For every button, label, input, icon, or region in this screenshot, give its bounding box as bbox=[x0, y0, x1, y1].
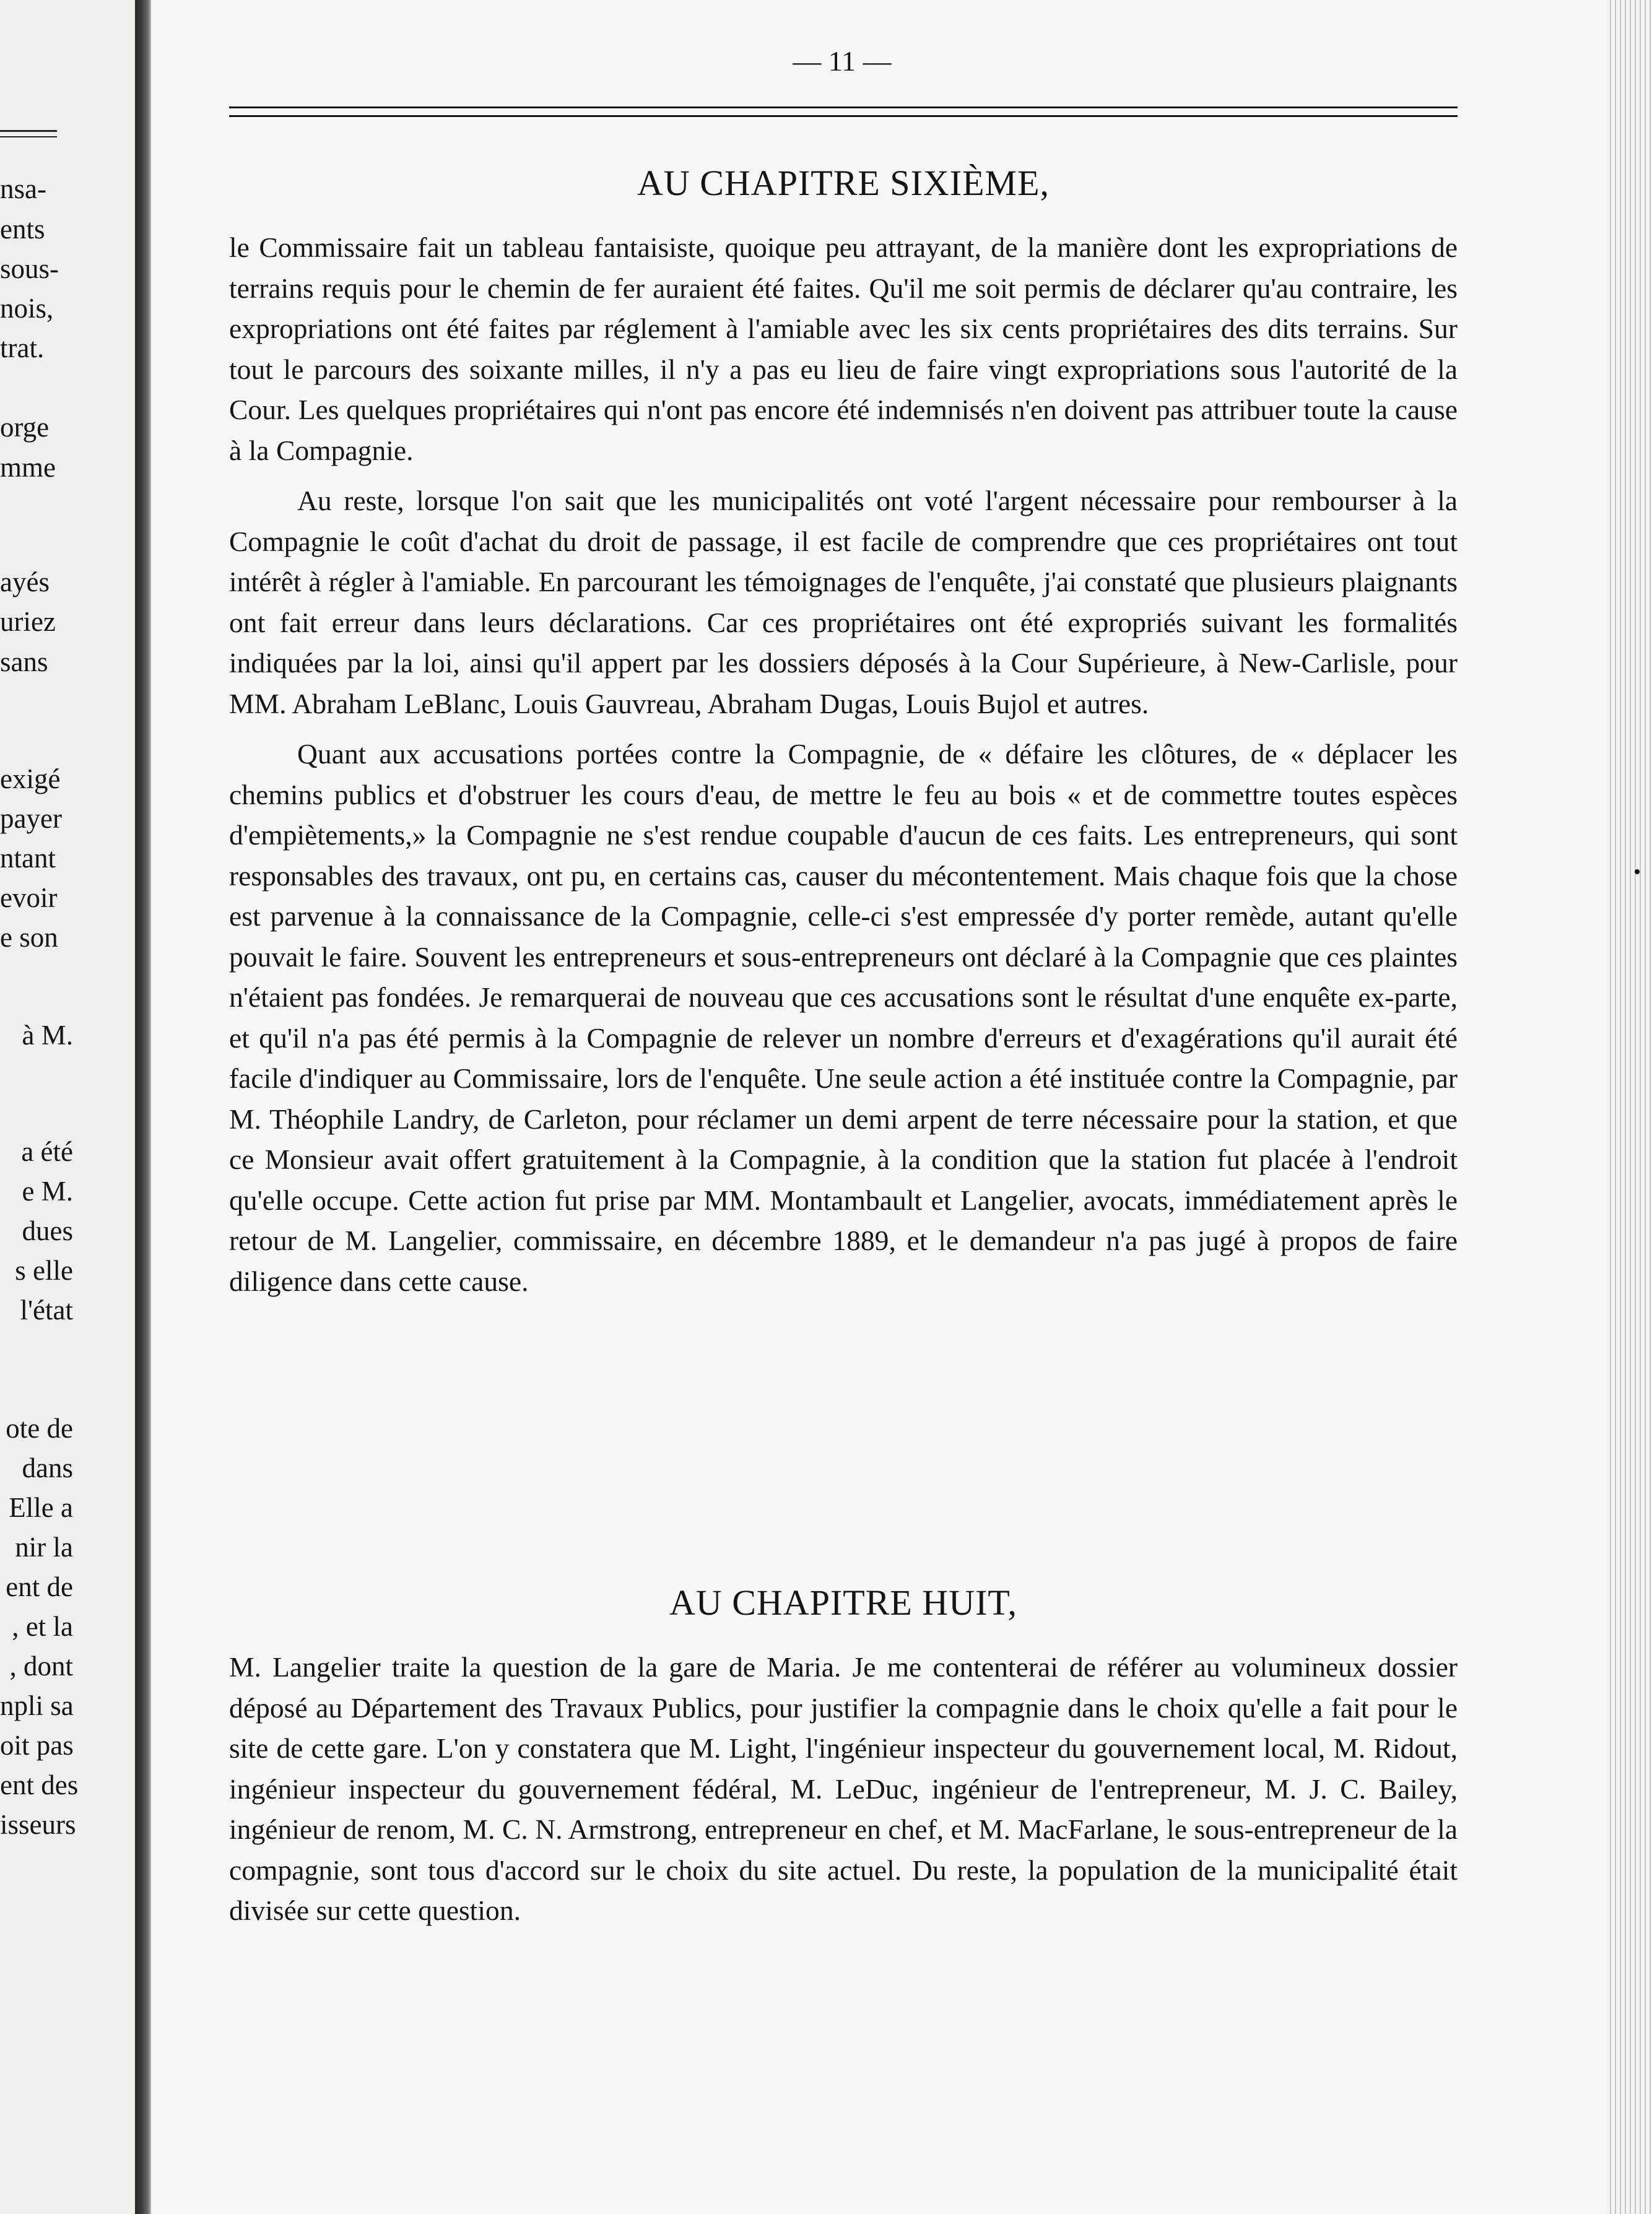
margin-fragment: nsa- bbox=[0, 173, 46, 204]
paragraph: M. Langelier traite la question de la gare de Maria. Je me contenterai de référer au volumineux dossier déposé au Département des Travaux Publics, pour justifier la compagnie dans le choix qu'elle a fait pour le site de cette gare. L'on y constatera que M. Light, l'ingénieur inspecteur du gouvernement local, M. Ridout, ingénieur inspecteur du gouvernement fédéral, M. LeDuc, ingénieur de l'entrepreneur, M. J. C. Bailey, ingénieur de renom, M. C. N. Armstrong, entrepreneur en chef, et M. MacFarlane, le sous-entrepreneur de la compagnie, sont tous d'accord sur le choix du site actuel. Du reste, la population de la municipalité était divisée sur cette question. bbox=[229, 1651, 1458, 1926]
margin-fragment: nir la bbox=[15, 1532, 73, 1563]
book-gutter bbox=[135, 0, 151, 2214]
margin-fragment: ntant bbox=[0, 843, 56, 874]
margin-fragment: s elle bbox=[15, 1255, 73, 1286]
margin-fragment: e son bbox=[0, 922, 58, 953]
margin-fragment: a été bbox=[21, 1136, 73, 1167]
margin-fragment: ayés bbox=[0, 567, 50, 597]
section-heading: AU CHAPITRE SIXIÈME, bbox=[637, 163, 1050, 203]
margin-fragment: payer bbox=[0, 803, 62, 834]
adjacent-page-fragment bbox=[0, 0, 135, 2214]
section-six-body bbox=[229, 227, 1458, 1301]
paragraph: Au reste, lorsque l'on sait que les municipalités ont voté l'argent nécessaire pour rembourser à la Compagnie le coût d'achat du droit de passage, il est facile de comprendre que ces propriétaires ont tout intérêt à régler à l'amiable. En parcourant les témoignages de l'enquête, j'ai constaté que plusieurs plaignants ont fait erreur dans leurs déclarations. Car ces propriétaires ont été expropriés suivant les formalités indiquées par la loi, ainsi qu'il appert par les dossiers déposés à la Cour Supérieure, à New-Carlisle, pour MM. Abraham LeBlanc, Louis Gauvreau, Abraham Dugas, Louis Bujol et autres. bbox=[229, 485, 1458, 719]
margin-fragment: trat. bbox=[0, 332, 45, 363]
paragraph: le Commissaire fait un tableau fantaisiste, quoique peu attrayant, de la manière dont les expropriations de terrains requis pour le chemin de fer auraient été faites. Qu'il me soit permis de déclarer qu'au contraire, les expropriations ont été faites par réglement à l'amiable avec les six cents propriétaires des dits terrains. Sur tout le parcours des soixante milles, il n'y a pas eu lieu de faire vingt expropriations sous l'autorité de la Cour. Les quelques propriétaires qui n'ont pas encore été indemnisés n'en doivent pas attribuer toute la cause à la Compagnie. bbox=[229, 232, 1458, 466]
margin-fragment: uriez bbox=[0, 606, 56, 637]
margin-fragment: sans bbox=[0, 646, 48, 677]
adjacent-page-rule bbox=[0, 130, 57, 132]
margin-fragment: mme bbox=[0, 452, 56, 483]
margin-fragment: orge bbox=[0, 412, 50, 443]
page-edge bbox=[1606, 0, 1652, 2214]
section-heading: AU CHAPITRE HUIT, bbox=[669, 1582, 1018, 1623]
margin-fragment: ent de bbox=[6, 1571, 73, 1602]
margin-fragment: , et la bbox=[12, 1611, 73, 1642]
header-rule bbox=[229, 115, 1458, 117]
margin-fragment: , dont bbox=[9, 1651, 73, 1682]
margin-fragment: isseurs bbox=[0, 1809, 76, 1840]
margin-fragment: evoir bbox=[0, 882, 58, 913]
margin-fragment: nois, bbox=[0, 293, 54, 324]
margin-fragment: Elle a bbox=[9, 1492, 73, 1523]
margin-fragment: dans bbox=[22, 1452, 73, 1483]
margin-fragment: e M. bbox=[22, 1176, 73, 1207]
margin-fragment: l'état bbox=[20, 1295, 73, 1326]
section-eight-body bbox=[229, 1647, 1458, 1931]
margin-fragment: npli sa bbox=[0, 1690, 74, 1721]
margin-fragment: ent des bbox=[0, 1769, 79, 1800]
scan-speck bbox=[1635, 869, 1640, 874]
margin-fragment: ote de bbox=[6, 1413, 73, 1444]
margin-fragment: oit pas bbox=[0, 1730, 74, 1761]
margin-fragment: exigé bbox=[0, 763, 61, 794]
margin-fragment: sous- bbox=[0, 253, 59, 284]
margin-fragment: dues bbox=[22, 1215, 73, 1246]
paragraph: Quant aux accusations portées contre la Compagnie, de « défaire les clôtures, de « déplacer les chemins publics et d'obstruer les cours d'eau, de mettre le feu au bois « et de commettre toutes espèces d'empiètements,» la Compagnie ne s'est rendue coupable d'aucun de ces faits. Les entrepreneurs, qui sont responsables des travaux, ont pu, en certains cas, causer du mécontentement. Mais chaque fois que la chose est parvenue à la connaissance de la Compagnie, celle-ci s'est empressée d'y porter remède, autant qu'elle pouvait le faire. Souvent les entrepreneurs et sous-entrepreneurs ont déclaré à la Compagnie que ces plaintes n'étaient pas fondées. Je remarquerai de nouveau que ces accusations sont le résultat d'une enquête ex-parte, et qu'il n'a pas été permis à la Compagnie de relever un nombre d'erreurs et d'exagérations qu'il aurait été facile d'indiquer au Commissaire, lors de l'enquête. Une seule action a été instituée contre la Compagnie, par M. Théophile Landry, de Carleton, pour réclamer un demi arpent de terre nécessaire pour la station, et que ce Monsieur avait offert gratuitement à la Compagnie, à la condition que la station fut placée à l'endroit qu'elle occupe. Cette action fut prise par MM. Montambault et Langelier, avocats, immédiatement après le retour de M. Langelier, commissaire, en décembre 1889, et le demandeur n'a pas jugé à propos de faire diligence dans cette cause. bbox=[229, 738, 1458, 1297]
adjacent-page-rule bbox=[0, 136, 57, 137]
page-number: — 11 — bbox=[793, 45, 892, 77]
margin-fragment: ents bbox=[0, 214, 45, 245]
header-rule bbox=[229, 106, 1458, 108]
margin-fragment: à M. bbox=[22, 1020, 73, 1051]
